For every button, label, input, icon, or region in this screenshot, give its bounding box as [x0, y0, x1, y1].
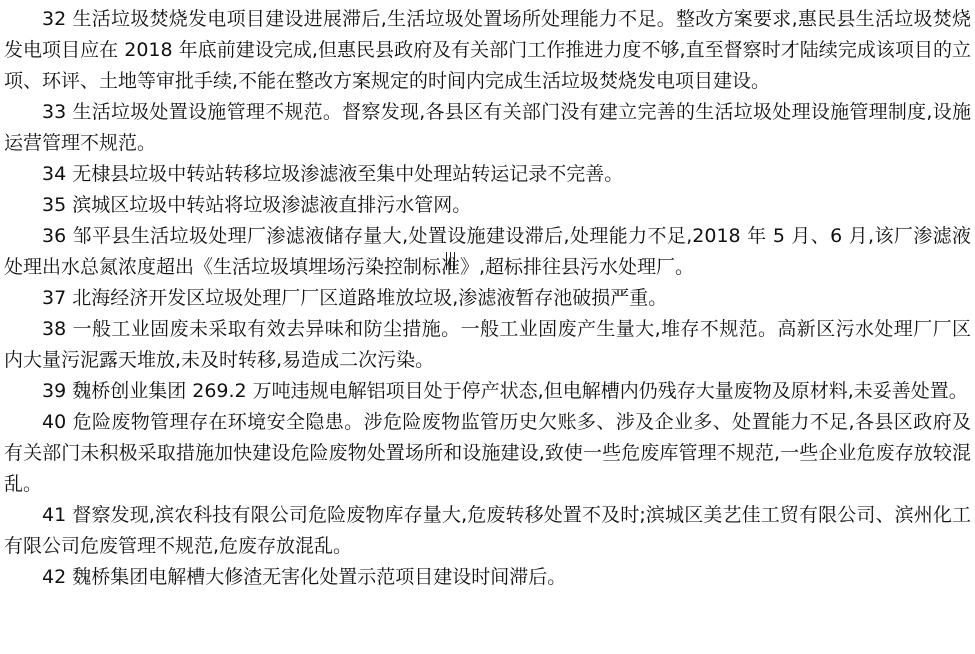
item-number: 34: [42, 163, 67, 185]
paragraph-item-39: [4, 376, 971, 407]
item-number: 39: [42, 380, 67, 402]
paragraph-item-41: [4, 500, 971, 562]
item-text: 一般工业固废未采取有效去异味和防尘措施。一般工业固废产生量大,堆存不规范。高新区污水处理厂厂区内大量污泥露天堆放,未及时转移,易造成二次污染。: [4, 318, 971, 371]
item-text: 无棣县垃圾中转站转移垃圾渗滤液至集中处理站转运记录不完善。: [72, 163, 624, 185]
item-number: 38: [42, 318, 67, 340]
paragraph-item-38: [4, 314, 971, 376]
item-number: 37: [42, 287, 67, 309]
paragraph-item-35: [4, 190, 971, 221]
item-text: 督察发现,滨农科技有限公司危险废物库存量大,危废转移处置不及时;滨城区美艺佳工贸有限公司、滨州化工有限公司危废管理不规范,危废存放混乱。: [4, 504, 971, 557]
item-number: 36: [42, 225, 67, 247]
item-text: 生活垃圾处置设施管理不规范。督察发现,各县区有关部门没有建立完善的生活垃圾处理设施管理制度,设施运营管理不规范。: [4, 101, 971, 154]
item-text: 滨城区垃圾中转站将垃圾渗滤液直排污水管网。: [72, 194, 472, 216]
item-number: 35: [42, 194, 67, 216]
item-text: 生活垃圾焚烧发电项目建设进展滞后,生活垃圾处置场所处理能力不足。整改方案要求,惠民县生活垃圾焚烧发电项目应在 2018 年底前建设完成,但惠民县政府及有关部门工作推进力度不够,直至督察时才陆续完成该项目的立项、环评、土地等审批手续,不能在整改方案规定的时间内完成生活垃圾焚烧发电项目建设。: [4, 8, 971, 92]
text-cursor-icon: [446, 252, 455, 270]
item-number: 40: [42, 411, 67, 433]
item-text: 魏桥创业集团 269.2 万吨违规电解铝项目处于停产状态,但电解槽内仍残存大量废物及原材料,未妥善处置。: [72, 380, 968, 402]
item-number: 32: [42, 8, 67, 30]
paragraph-item-36: [4, 221, 971, 283]
paragraph-item-37: [4, 283, 971, 314]
item-number: 42: [42, 566, 67, 588]
item-number: 33: [42, 101, 67, 123]
item-text: 北海经济开发区垃圾处理厂厂区道路堆放垃圾,渗滤液暂存池破损严重。: [72, 287, 668, 309]
item-text: 危险废物管理存在环境安全隐患。涉危险废物监管历史欠账多、涉及企业多、处置能力不足,各县区政府及有关部门未积极采取措施加快建设危险废物处置场所和设施建设,致使一些危废库管理不规范,一些企业危废存放较混乱。: [4, 411, 971, 495]
paragraph-item-40: [4, 407, 971, 500]
item-number: 41: [42, 504, 67, 526]
paragraph-item-42: [4, 562, 971, 593]
paragraph-item-32: [4, 4, 971, 97]
item-text: 魏桥集团电解槽大修渣无害化处置示范项目建设时间滞后。: [72, 566, 567, 588]
paragraph-item-33: [4, 97, 971, 159]
item-text: 邹平县生活垃圾处理厂渗滤液储存量大,处置设施建设滞后,处理能力不足,2018 年 5 月、6 月,该厂渗滤液处理出水总氮浓度超出《生活垃圾填埋场污染控制标准》,超标排往县污水处理厂。: [4, 225, 971, 278]
paragraph-item-34: [4, 159, 971, 190]
